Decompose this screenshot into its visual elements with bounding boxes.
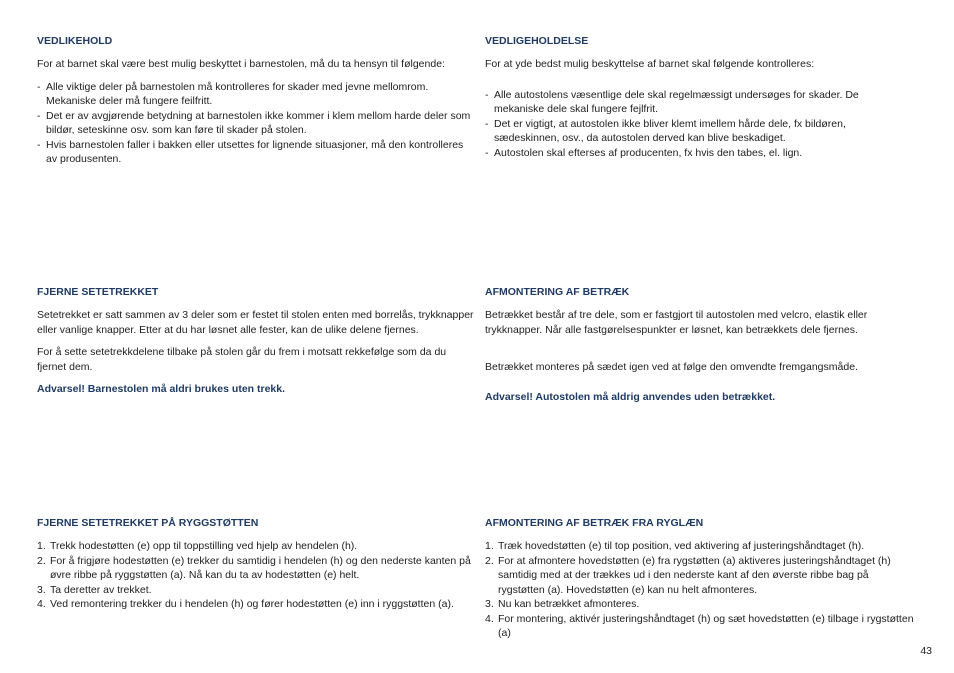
section-heading: VEDLIKEHOLD <box>37 35 113 47</box>
section-afmontering-af-betraek <box>485 285 910 404</box>
section-heading: FJERNE SETETREKKET <box>37 286 159 298</box>
list-item: 3. Nu kan betrækket afmonteres. <box>485 598 640 610</box>
list-item: 4. For montering, aktivér justeringshåndtaget (h) og sæt hovedstøtten (e) tilbage i rygstøtten (a) <box>485 612 914 639</box>
section-heading: VEDLIGEHOLDELSE <box>485 35 589 47</box>
warning-text: Advarsel! Autostolen må aldrig anvendes uden betrækket. <box>485 390 776 403</box>
section-vedligeholdelse <box>485 34 905 160</box>
page-number: 43 <box>920 645 932 657</box>
section-intro: For at yde bedst mulig beskyttelse af barnet skal følgende kontrolleres: <box>485 58 815 70</box>
list-item: 2. For at afmontere hovedstøtten (e) fra rygstøtten (a) aktiveres justeringshåndtaget (h) samtidig med at der trækkes ud i den nederste kant af den øverste ribbe bag på rygstøtten (a). Hovedstøtten (e) kan nu helt afmonteres. <box>485 554 891 596</box>
list-item: - Det er vigtigt, at autostolen ikke bliver klemt imellem hårde dele, fx bildøren, sædeskinnen, osv., da autostolen derved kan blive beskadiget. <box>485 117 846 144</box>
section-intro: For at barnet skal være best mulig beskyttet i barnestolen, må du ta hensyn til følgende: <box>37 58 445 70</box>
section-ryggstotten <box>37 516 477 612</box>
section-fjerne-setetrekket <box>37 285 477 397</box>
paragraph: Betrækket består af tre dele, som er fastgjort til autostolen med velcro, elastik eller trykknapper. Når alle fastgørelsespunkter er løsnet, kan betrækkets dele fjernes. <box>485 309 868 336</box>
list-item: - Hvis barnestolen faller i bakken eller utsettes for lignende situasjoner, må den kontrolleres av produsenten. <box>37 138 464 165</box>
section-heading: FJERNE SETETREKKET PÅ RYGGSTØTTEN <box>37 517 259 529</box>
list-item: 2. For å frigjøre hodestøtten (e) trekker du samtidig i hendelen (h) og den nederste kanten på øvre ribbe på ryggstøtten (a). Nå kan du ta av hodestøtten (e) helt. <box>37 554 471 581</box>
list-item: 3. Ta deretter av trekket. <box>37 583 152 596</box>
list-item: - Det er av avgjørende betydning at barnestolen ikke kommer i klem mellom harde deler som bildør, seteskinne osv. som kan føre til skader på stolen. <box>37 109 471 136</box>
steps-list <box>37 539 477 612</box>
maintenance-list <box>485 88 905 161</box>
section-ryglaen <box>485 516 915 641</box>
list-item: - Alle autostolens væsentlige dele skal regelmæssigt undersøges for skader. De mekaniske dele skal fungere fejlfrit. <box>485 88 859 115</box>
section-heading: AFMONTERING AF BETRÆK <box>485 286 630 298</box>
steps-list <box>485 539 915 641</box>
paragraph: Setetrekket er satt sammen av 3 deler som er festet til stolen enten med borrelås, trykknapper eller vanlige knapper. Etter at du har løsnet alle fester, kan de ulike delene fjernes. <box>37 309 474 336</box>
maintenance-list <box>37 80 477 167</box>
list-item: 4. Ved remontering trekker du i hendelen (h) og fører hodestøtten (e) inn i ryggstøtten (a). <box>37 598 454 610</box>
list-item: 1. Træk hovedstøtten (e) til top position, ved aktivering af justeringshåndtaget (h). <box>485 540 865 552</box>
list-item: - Autostolen skal efterses af producenten, fx hvis den tabes, el. lign. <box>485 146 803 159</box>
list-item: 1. Trekk hodestøtten (e) opp til toppstilling ved hjelp av hendelen (h). <box>37 540 358 552</box>
paragraph: For å sette setetrekkdelene tilbake på stolen går du frem i motsatt rekkefølge som da du fjernet dem. <box>37 346 447 373</box>
section-vedlikehold <box>37 34 477 167</box>
section-heading: AFMONTERING AF BETRÆK FRA RYGLÆN <box>485 517 704 529</box>
list-item: - Alle viktige deler på barnestolen må kontrolleres for skader med jevne mellomrom. Mekaniske deler må fungere feilfritt. <box>37 80 429 107</box>
paragraph: Betrækket monteres på sædet igen ved at følge den omvendte fremgangsmåde. <box>485 361 858 373</box>
warning-text: Advarsel! Barnestolen må aldri brukes uten trekk. <box>37 383 286 395</box>
